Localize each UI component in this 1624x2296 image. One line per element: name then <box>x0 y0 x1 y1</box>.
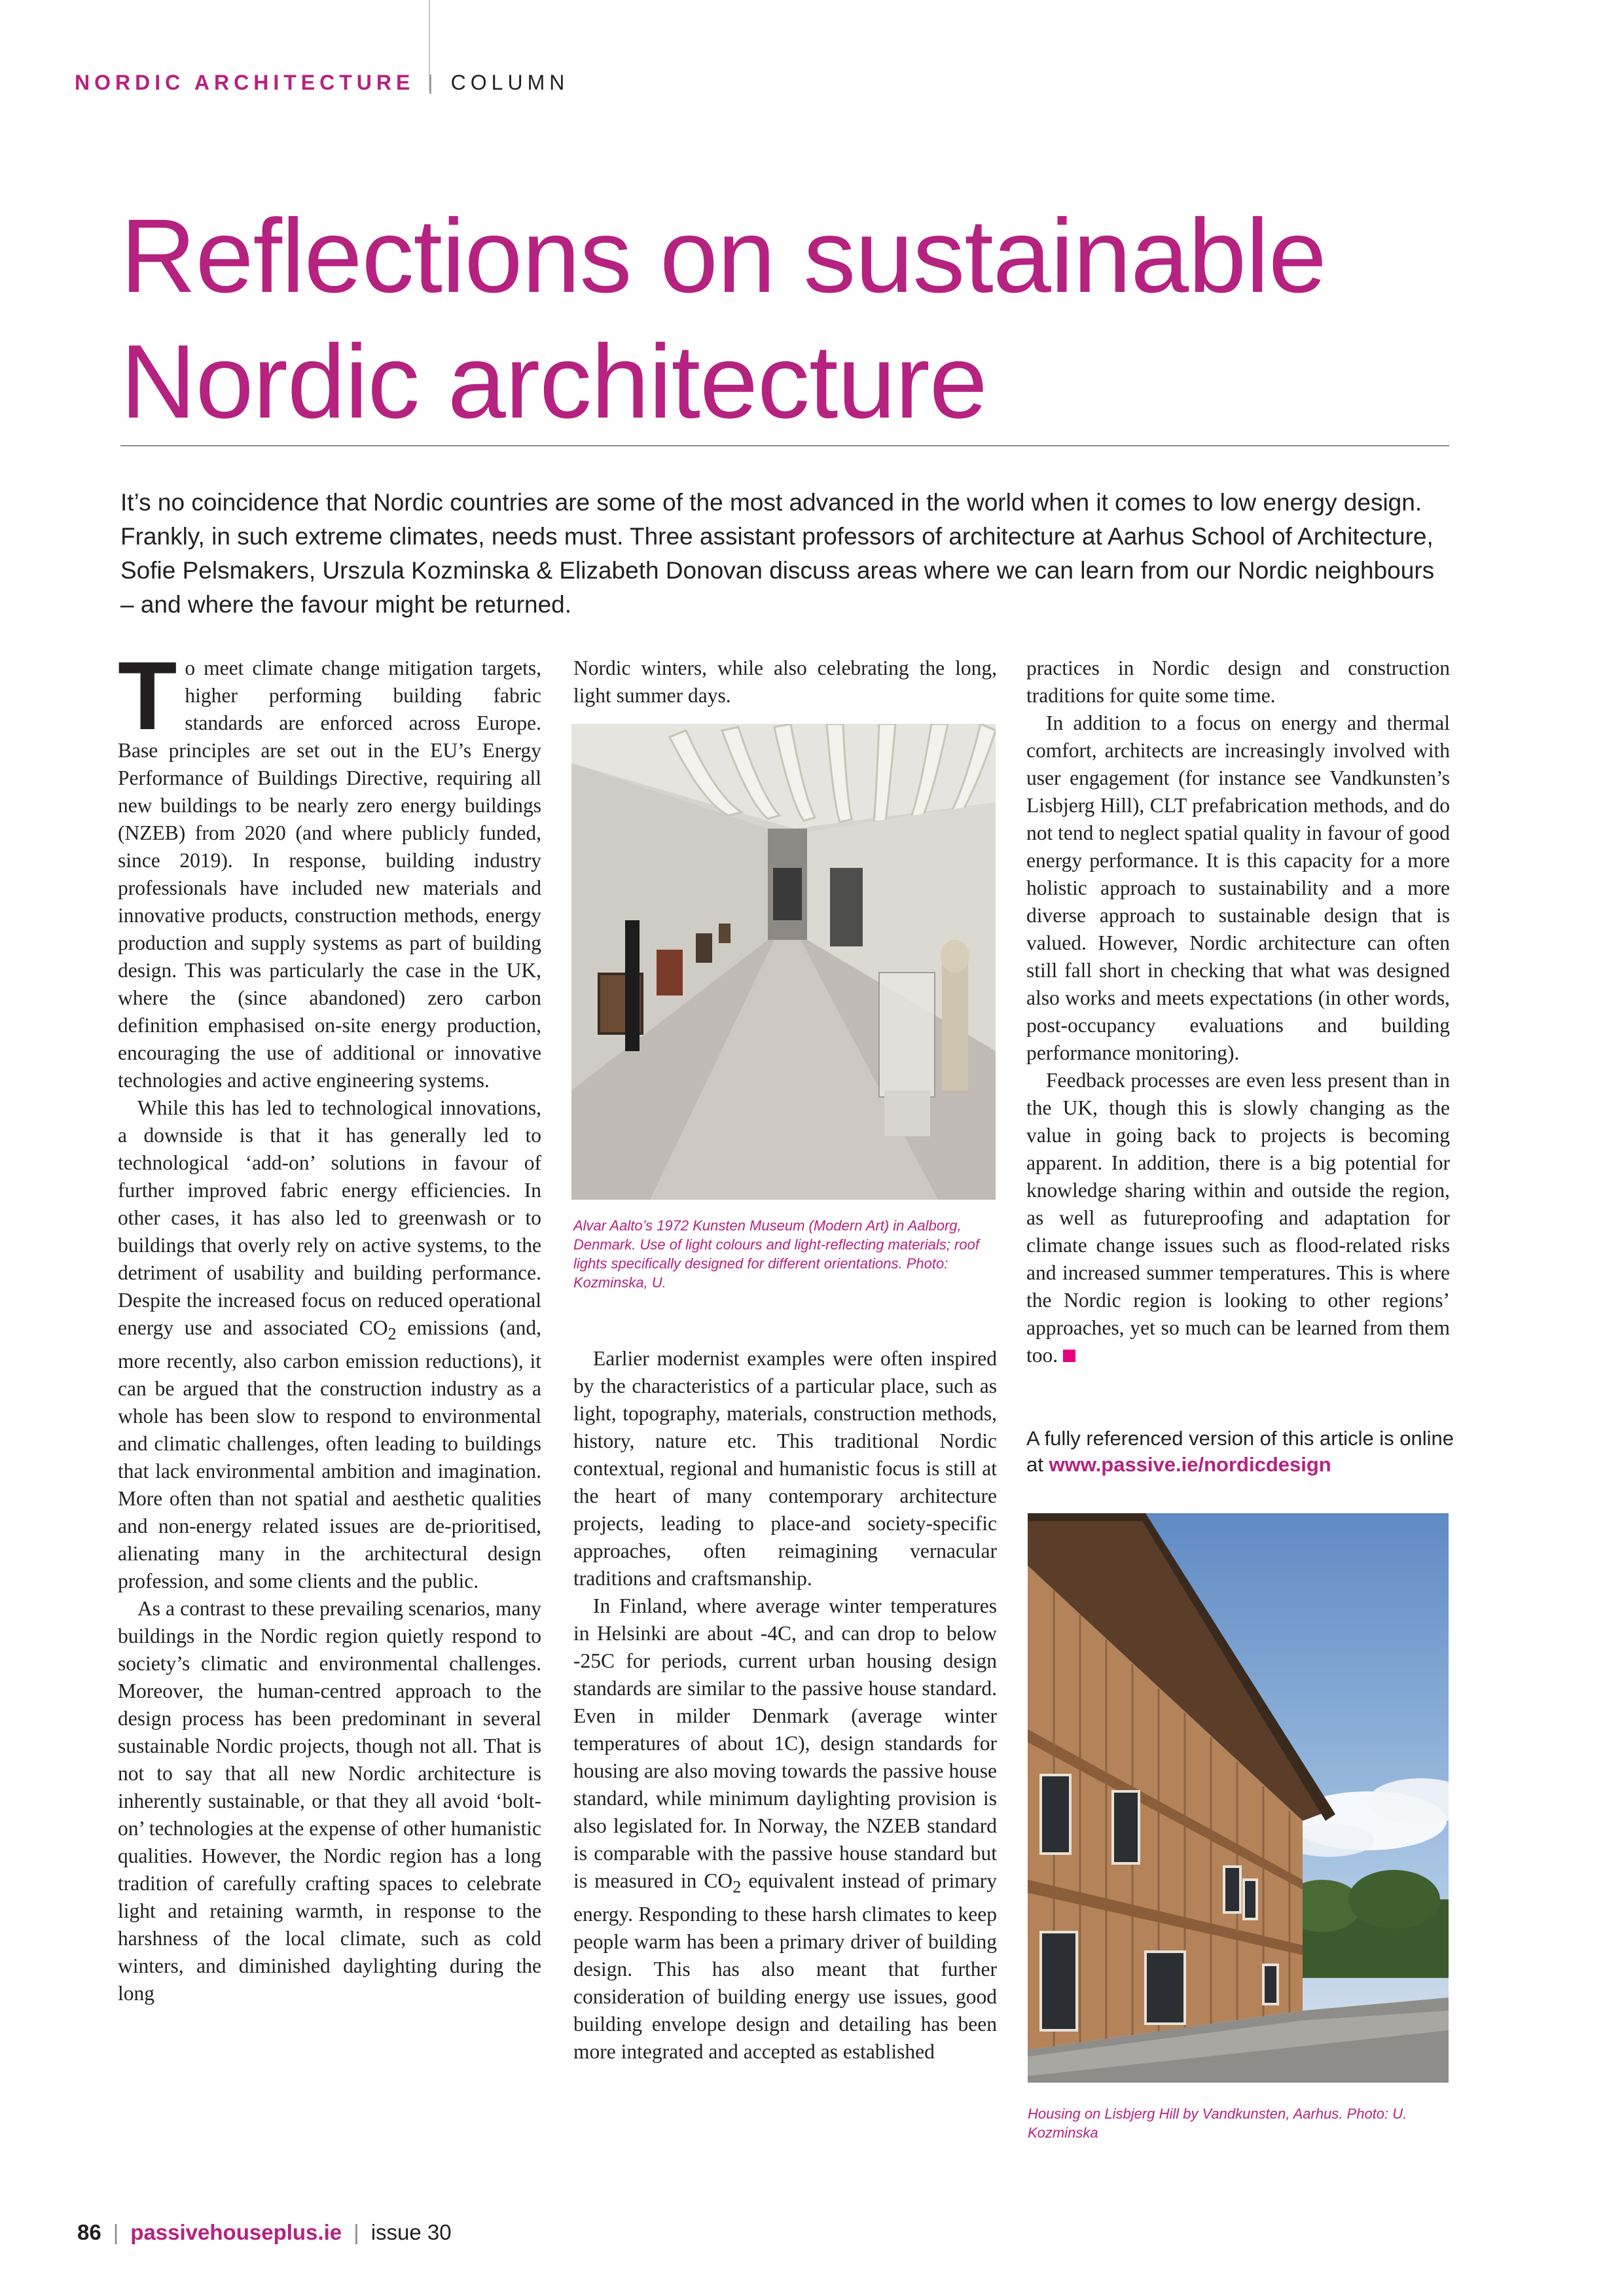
reference-note <box>1026 1426 1458 1478</box>
footer-separator: | <box>353 2220 359 2244</box>
paragraph-text: In Finland, where average winter temperatures in Helsinki are about -4C, and can drop to below -25C for periods, current urban housing design standards are similar to the passive house standard. Even in milder Denmark (average winter temperatures of about 1C), design standards for housing are also moving towards the passive house standard, while minimum daylighting provision is also legislated for. In Norway, the NZEB standard is comparable with the passive house standard but is measured in CO <box>573 1594 997 1892</box>
drop-cap: T <box>118 642 177 750</box>
page-number: 86 <box>77 2220 101 2244</box>
body-paragraph: In addition to a focus on energy and thermal comfort, architects are increasingly involved with user engagement (for instance see Vandkunsten’s Lisbjerg Hill), CLT prefabrication methods, and do not tend to neglect spatial quality in favour of good energy performance. It is this capacity for a more holistic approach to sustainability and a more diverse approach to sustainable design that is valued. However, Nordic architecture can often still fall short in checking that what was designed also works and meets expectations (in other words, post-occupancy evaluations and building performance monitoring). <box>1026 711 1450 1064</box>
article-title <box>120 193 1495 444</box>
body-paragraph: Nordic winters, while also celebrating the long, light summer days. <box>573 656 997 707</box>
body-column-3 <box>1026 655 1450 1369</box>
paragraph-text: o meet climate change mitigation targets, higher performing building fabric standards are enforced across Europe. Base principles are set out in the EU’s Energy Performance of Buildings Directive, requiring all new buildings to be nearly zero energy buildings (NZEB) from 2020 (and where publicly funded, since 2019). In response, building industry professionals have included new materials and innovative products, construction methods, energy production and supply systems as part of building design. This was particularly the case in the UK, where the (since abandoned) zero carbon definition emphasised on-site energy production, encouraging the use of additional or innovative technologies and active engineering systems. <box>118 656 541 1092</box>
housing-illustration <box>1028 1513 1449 2083</box>
subscript: 2 <box>732 1877 742 1897</box>
body-paragraph <box>118 1094 541 1595</box>
body-column-2-top <box>573 655 997 709</box>
museum-interior-photo <box>571 724 996 1200</box>
body-column-1 <box>118 642 542 2007</box>
footer-separator: | <box>113 2220 119 2244</box>
footer-issue: issue 30 <box>370 2220 452 2244</box>
body-column-2-bottom <box>573 1345 997 2066</box>
subscript: 2 <box>388 1324 397 1344</box>
section-separator: | <box>427 71 438 94</box>
title-divider <box>120 445 1449 446</box>
photo-caption-housing: Housing on Lisbjerg Hill by Vandkunsten, Aarhus. Photo: U. Kozminska <box>1028 2106 1407 2141</box>
paragraph-text: equivalent instead of primary energy. Responding to these harsh climates to keep people warm has been a primary driver of building design. This has also meant that further consideration of building energy use issues, good building envelope design and detailing has been more integrated and accepted as established <box>573 1869 997 2064</box>
body-paragraph: As a contrast to these prevailing scenarios, many buildings in the Nordic region quietly respond to society’s climatic and environmental challenges. Moreover, the human-centred approach to the design process has been predominant in several sustainable Nordic projects, though not all. That is not to say that all new Nordic architecture is inherently sustainable, or that they all avoid ‘bolt-on’ technologies at the expense of other humanistic qualities. However, the Nordic region has a long tradition of carefully crafting spaces to celebrate light and retaining warmth, in response to the harshness of the local climate, such as cold winters, and diminished daylighting during the long <box>118 1597 541 2005</box>
reference-text: A fully referenced version of this article is online at <box>1026 1427 1454 1476</box>
section-label <box>75 71 569 95</box>
section-type: COLUMN <box>450 71 569 94</box>
standfirst: It’s no coincidence that Nordic countries are some of the most advanced in the world when it comes to low energy design. Frankly, in such extreme climates, needs must. Three assistant professors of architecture at Aarhus School of Architecture, Sofie Pelsmakers, Urszula Kozminska & Elizabeth Donovan discuss areas where we can learn from our Nordic neighbours – and where the favour might be returned. <box>120 489 1435 618</box>
title-line-1: Reflections on sustainable <box>120 197 1326 314</box>
body-paragraph <box>573 1592 997 2066</box>
footer-site[interactable]: passivehouseplus.ie <box>130 2220 342 2244</box>
paragraph-text: While this has led to technological innovations, a downside is that it has generally led to technological ‘add-on’ solutions in favour of further improved fabric energy efficiencies. In other cases, it has also led to greenwash or to buildings that overly rely on active systems, to the detriment of usability and building performance. Despite the increased focus on reduced operational energy use and associated CO <box>118 1096 541 1339</box>
body-paragraph: Earlier modernist examples were often inspired by the characteristics of a particular place, such as light, topography, materials, construction methods, history, nature etc. This traditional Nordic contextual, regional and humanistic focus is still at the heart of many contemporary architecture projects, leading to place-and society-specific approaches, often reimagining vernacular traditions and craftsmanship. <box>573 1347 997 1590</box>
title-line-2: Nordic architecture <box>120 323 987 440</box>
section-category: NORDIC ARCHITECTURE <box>75 71 415 94</box>
museum-interior-illustration <box>571 724 996 1200</box>
page-footer <box>77 2220 452 2245</box>
photo-caption-museum: Alvar Aalto’s 1972 Kunsten Museum (Modern Art) in Aalborg, Denmark. Use of light colours and light-reflecting materials; roof lights specifically designed for different orientations. Photo: Kozminska, U. <box>573 1217 979 1291</box>
body-paragraph <box>1026 1067 1450 1369</box>
end-of-article-mark <box>1063 1350 1075 1362</box>
reference-link[interactable]: www.passive.ie/nordicdesign <box>1049 1453 1331 1476</box>
body-paragraph <box>118 642 541 1094</box>
housing-photo <box>1028 1513 1449 2083</box>
body-paragraph: practices in Nordic design and construction traditions for quite some time. <box>1026 656 1450 707</box>
paragraph-text: emissions (and, more recently, also carbon emission reductions), it can be argued that the construction industry as a whole has been slow to respond to environmental and climatic challenges, often leading to buildings that lack environmental ambition and imagination. More often than not spatial and aesthetic qualities and non-energy related issues are de-prioritised, alienating many in the architectural design profession, and some clients and the public. <box>118 1316 542 1593</box>
paragraph-text: Feedback processes are even less present than in the UK, though this is slowly changing as the value in going back to projects is becoming apparent. In addition, there is a big potential for knowledge sharing within and outside the region, as well as futureproofing and adaptation for climate change issues such as flood-related risks and increased summer temperatures. This is where the Nordic region is looking to other regions’ approaches, yet so much can be learned from them too. <box>1026 1069 1450 1367</box>
